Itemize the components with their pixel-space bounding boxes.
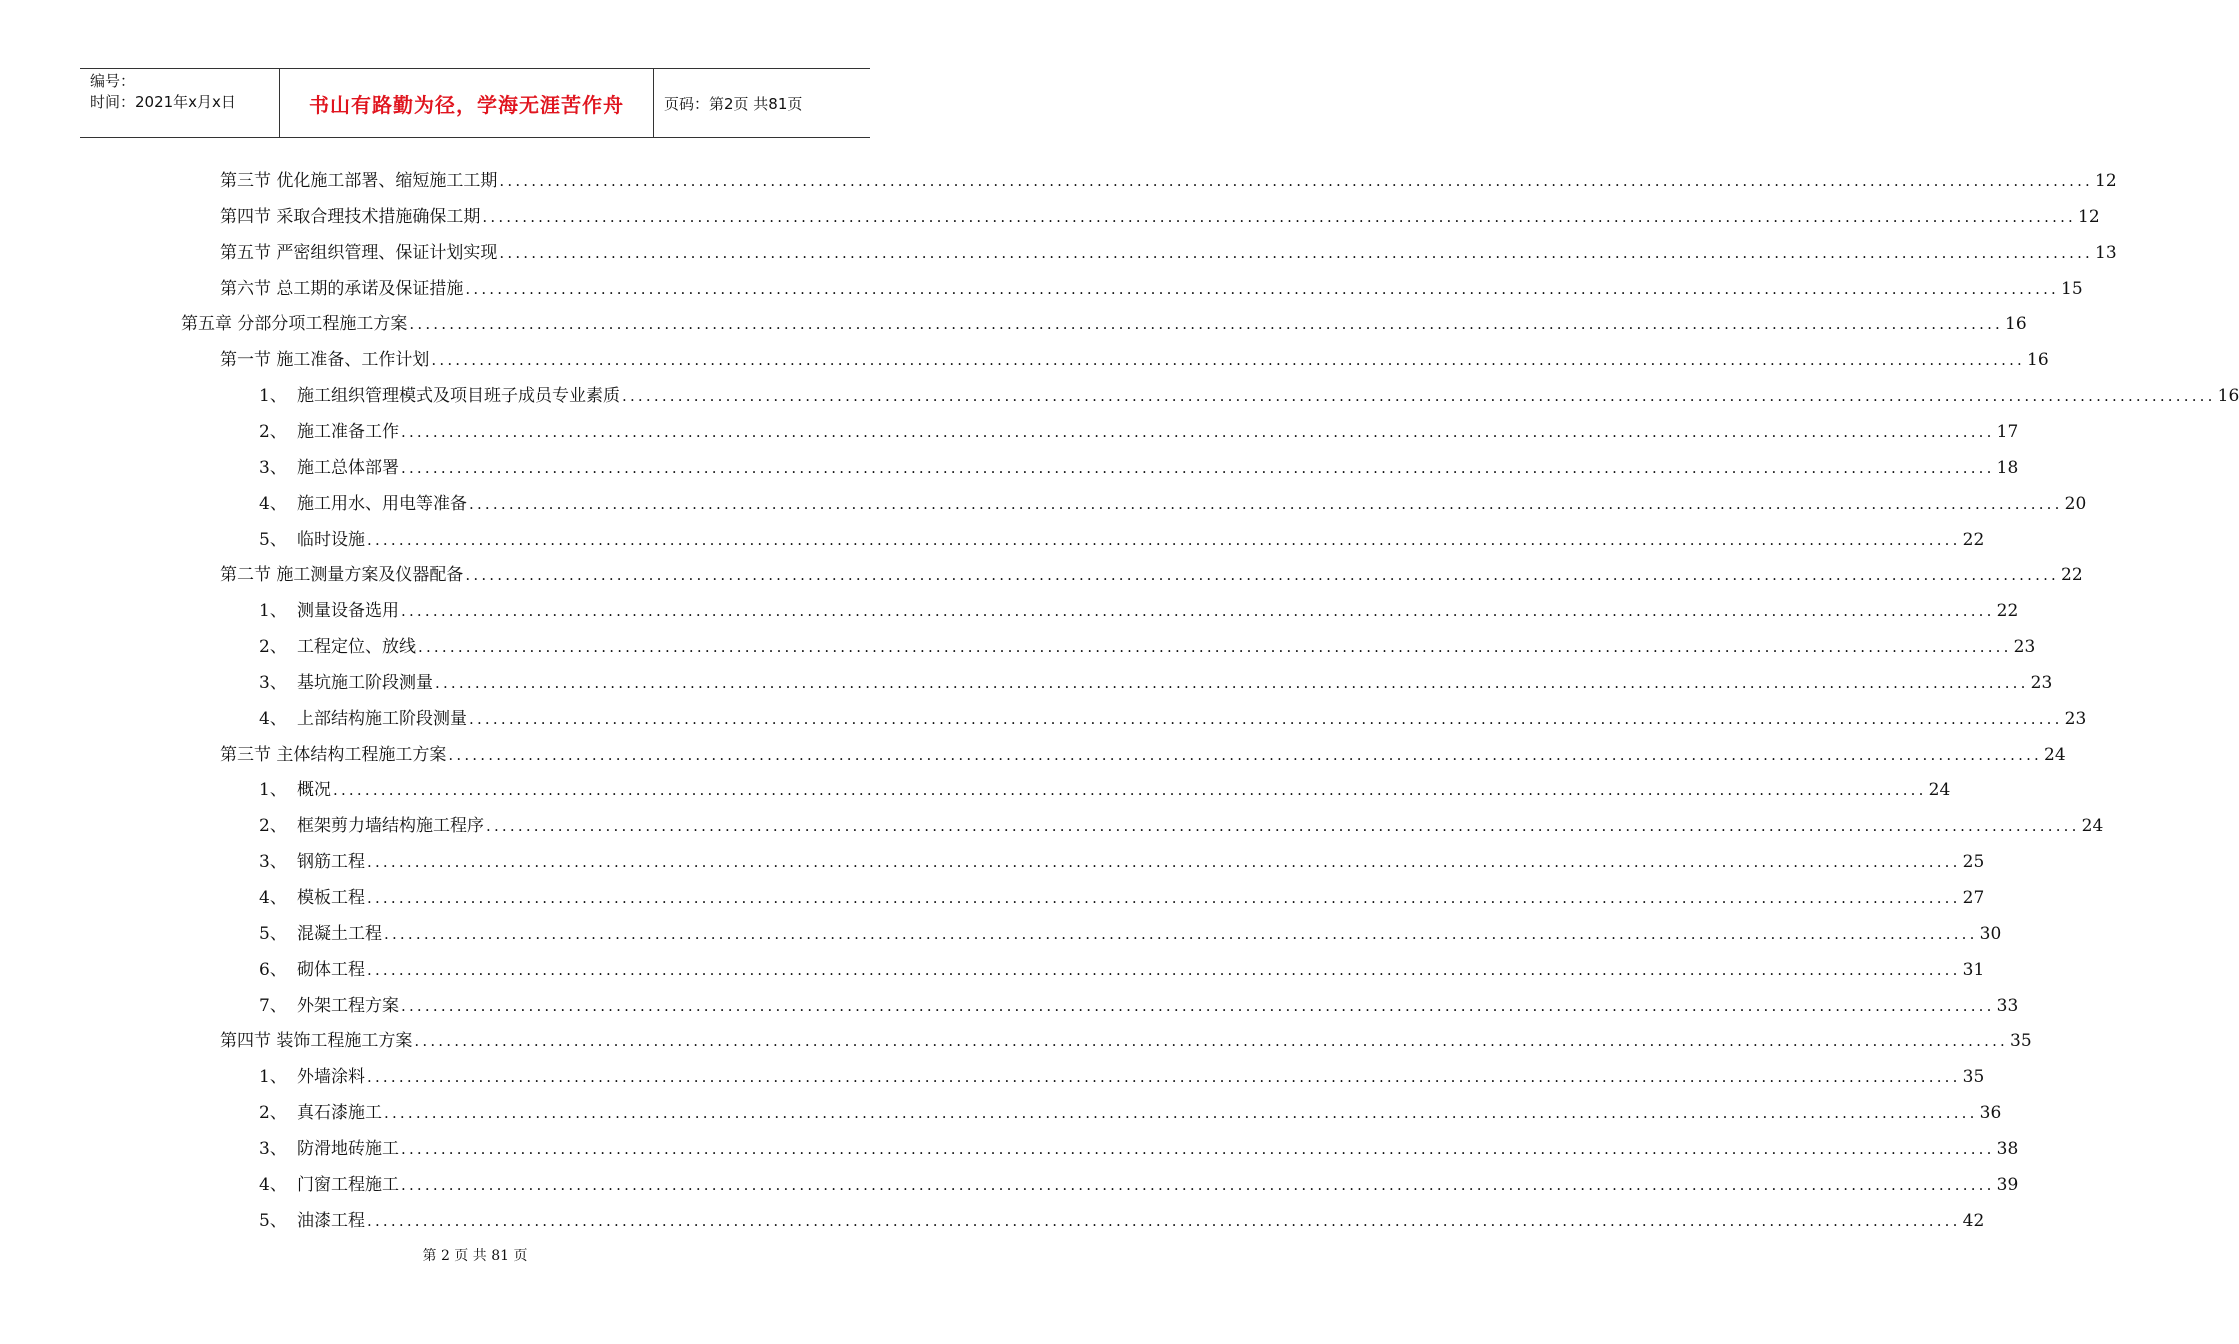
document-header (80, 68, 870, 138)
toc-leader-dots: ........................................................................................................................................................................................................ (401, 602, 1995, 621)
date-label: 时间：2021年x月x日 (90, 93, 236, 111)
toc-entry[interactable] (181, 309, 2027, 339)
toc-entry-number: 2、 (259, 421, 287, 442)
toc-entry-text: 上部结构施工阶段测量 (297, 708, 467, 729)
toc-entry-title (220, 166, 497, 196)
toc-page-number: 13 (2095, 242, 2117, 263)
toc-entry-title (259, 1062, 365, 1092)
toc-page-number: 17 (1996, 421, 2019, 442)
header-motto: 书山有路勤为径，学海无涯苦作舟 (280, 69, 654, 137)
toc-leader-dots: ........................................................................................................................................................................................................ (367, 889, 1961, 907)
toc-entry[interactable] (220, 202, 2100, 232)
toc-page-number: 33 (1996, 995, 2019, 1016)
toc-leader-dots: ........................................................................................................................................................................................................ (401, 422, 1995, 441)
toc-entry-number: 2、 (259, 637, 287, 658)
toc-entry-text: 概况 (297, 780, 331, 801)
toc-entry[interactable] (259, 668, 2053, 698)
toc-entry-title (181, 309, 407, 339)
toc-entry-text: 第三节 主体结构工程施工方案 (220, 744, 447, 765)
toc-leader-dots: ........................................................................................................................................................................................................ (469, 494, 2063, 513)
toc-entry-number: 4、 (259, 1174, 287, 1195)
toc-page-number: 39 (1996, 1174, 2019, 1195)
toc-leader-dots: ........................................................................................................................................................................................................ (418, 638, 2012, 657)
toc-entry-text: 油漆工程 (297, 1210, 365, 1231)
toc-leader-dots: ........................................................................................................................................................................................................ (431, 351, 2026, 370)
toc-entry-title (259, 596, 399, 626)
toc-entry-title (259, 883, 365, 913)
toc-entry-title (259, 847, 365, 877)
toc-entry-text: 钢筋工程 (297, 852, 365, 873)
toc-entry[interactable] (220, 274, 2083, 304)
toc-entry-text: 第一节 施工准备、工作计划 (220, 350, 430, 371)
toc-entry[interactable] (259, 1206, 1985, 1236)
toc-entry-number: 3、 (259, 1138, 287, 1159)
toc-page-number: 38 (1996, 1138, 2019, 1159)
toc-page-number: 22 (2061, 565, 2083, 586)
toc-entry-title (220, 740, 446, 770)
toc-entry-number: 5、 (259, 529, 287, 550)
toc-entry-text: 门窗工程施工 (297, 1174, 399, 1195)
toc-entry-text: 模板工程 (297, 888, 365, 908)
toc-leader-dots: ........................................................................................................................................................................................................ (499, 172, 2094, 190)
toc-page-number: 15 (2061, 278, 2083, 299)
toc-entry-title (259, 453, 399, 483)
toc-entry-title (259, 668, 433, 698)
toc-entry[interactable] (259, 453, 2019, 483)
code-label: 编号： (90, 72, 136, 90)
toc-leader-dots: ........................................................................................................................................................................................................ (401, 458, 1995, 477)
toc-entry-title (259, 955, 365, 985)
toc-leader-dots: ........................................................................................................................................................................................................ (409, 315, 2004, 334)
toc-entry-title (259, 632, 416, 662)
toc-entry[interactable] (259, 1134, 2019, 1164)
toc-entry[interactable] (220, 166, 2117, 196)
toc-entry[interactable] (259, 991, 2019, 1021)
toc-entry-number: 4、 (259, 493, 287, 514)
toc-entry[interactable] (259, 525, 1985, 555)
header-meta (80, 69, 280, 137)
toc-page-number: 24 (1928, 780, 1951, 801)
toc-entry-text: 外墙涂料 (297, 1067, 365, 1088)
toc-entry-title (259, 704, 467, 734)
toc-entry-text: 真石漆施工 (297, 1103, 382, 1124)
toc-page-number: 24 (2044, 744, 2066, 765)
toc-entry[interactable] (220, 560, 2083, 590)
toc-entry-title (259, 525, 365, 555)
toc-entry-text: 外架工程方案 (297, 995, 399, 1016)
toc-entry-text: 第四节 采取合理技术措施确保工期 (220, 206, 481, 227)
toc-entry-title (259, 1098, 382, 1128)
toc-entry[interactable] (220, 238, 2117, 268)
toc-entry[interactable] (259, 704, 2087, 734)
toc-entry[interactable] (259, 847, 1985, 877)
toc-page-number: 12 (2095, 171, 2117, 191)
toc-entry-text: 基坑施工阶段测量 (297, 672, 433, 693)
toc-entry-number: 6、 (259, 959, 287, 980)
toc-entry-text: 施工总体部署 (297, 457, 399, 478)
toc-entry[interactable] (259, 1170, 2019, 1200)
toc-page-number: 25 (1962, 852, 1985, 873)
toc-entry-number: 2、 (259, 1103, 287, 1124)
toc-page-number: 23 (2013, 637, 2036, 658)
toc-page-number: 23 (2030, 672, 2053, 693)
toc-leader-dots: ........................................................................................................................................................................................................ (448, 745, 2043, 764)
toc-entry-number: 1、 (259, 601, 287, 622)
toc-entry-text: 防滑地砖施工 (297, 1138, 399, 1159)
toc-page-number: 42 (1962, 1210, 1985, 1231)
toc-entry[interactable] (259, 417, 2019, 447)
toc-page-number: 12 (2078, 206, 2100, 227)
toc-entry[interactable] (259, 955, 1985, 985)
toc-leader-dots: ........................................................................................................................................................................................................ (367, 960, 1961, 979)
toc-entry-text: 框架剪力墙结构施工程序 (297, 816, 484, 837)
toc-leader-dots: ........................................................................................................................................................................................................ (469, 709, 2063, 728)
toc-leader-dots: ........................................................................................................................................................................................................ (367, 1211, 1961, 1230)
toc-page-number: 22 (1962, 529, 1985, 550)
toc-entry[interactable] (220, 740, 2066, 770)
toc-entry-number: 4、 (259, 708, 287, 729)
page-footer: 第 2 页 共 81 页 (422, 1248, 528, 1264)
toc-leader-dots: ........................................................................................................................................................................................................ (465, 566, 2060, 585)
toc-entry[interactable] (259, 811, 2104, 841)
toc-page-number: 35 (2010, 1031, 2032, 1052)
toc-entry-title (220, 202, 480, 232)
toc-entry-title (259, 811, 484, 841)
toc-entry-title (220, 274, 463, 304)
toc-entry-text: 第五节 严密组织管理、保证计划实现 (220, 242, 498, 263)
toc-leader-dots: ........................................................................................................................................................................................................ (384, 1104, 1978, 1123)
toc-leader-dots: ........................................................................................................................................................................................................ (465, 279, 2060, 298)
toc-entry-title (220, 560, 463, 590)
toc-entry-text: 临时设施 (297, 529, 365, 550)
toc-entry-text: 施工用水、用电等准备 (297, 493, 467, 514)
toc-entry-title (259, 489, 467, 519)
toc-entry-text: 第六节 总工期的承诺及保证措施 (220, 278, 464, 299)
toc-entry[interactable] (259, 775, 1951, 805)
toc-entry-title (259, 417, 399, 447)
toc-leader-dots: ........................................................................................................................................................................................................ (401, 1139, 1995, 1158)
toc-leader-dots: ........................................................................................................................................................................................................ (482, 207, 2077, 226)
toc-entry-title (259, 1206, 365, 1236)
toc-entry-text: 第三节 优化施工部署、缩短施工工期 (220, 171, 498, 191)
toc-page-number: 18 (1996, 457, 2019, 478)
toc-entry[interactable] (259, 1062, 1985, 1092)
toc-page-number: 35 (1962, 1067, 1985, 1088)
toc-page-number: 16 (2005, 314, 2027, 335)
toc-page-number: 23 (2064, 708, 2087, 729)
toc-leader-dots: ........................................................................................................................................................................................................ (435, 673, 2029, 692)
toc-leader-dots: ........................................................................................................................................................................................................ (414, 1032, 2009, 1051)
toc-page-number: 30 (1979, 923, 2002, 944)
toc-leader-dots: ........................................................................................................................................................................................................ (367, 1068, 1961, 1087)
toc-page-number: 27 (1962, 888, 1985, 908)
toc-entry-title (259, 381, 620, 411)
toc-leader-dots: ........................................................................................................................................................................................................ (333, 781, 1927, 800)
toc-entry[interactable] (220, 345, 2049, 375)
toc-entry-text: 混凝土工程 (297, 923, 382, 944)
toc-entry-text: 第五章 分部分项工程施工方案 (181, 314, 408, 335)
toc-leader-dots: ........................................................................................................................................................................................................ (367, 530, 1961, 549)
toc-entry[interactable] (259, 381, 2239, 411)
toc-entry-text: 测量设备选用 (297, 601, 399, 622)
toc-entry-number: 1、 (259, 1067, 287, 1088)
toc-entry[interactable] (259, 919, 2002, 949)
toc-entry[interactable] (259, 489, 2087, 519)
toc-entry-number: 3、 (259, 852, 287, 873)
toc-page-number: 16 (2217, 386, 2239, 407)
toc-entry-number: 3、 (259, 672, 287, 693)
toc-entry-number: 5、 (259, 923, 287, 944)
toc-entry-title (259, 919, 382, 949)
toc-entry[interactable] (220, 1026, 2032, 1056)
toc-entry-number: 1、 (259, 386, 287, 407)
toc-entry-number: 2、 (259, 816, 287, 837)
toc-entry-number: 1、 (259, 780, 287, 801)
toc-leader-dots: ........................................................................................................................................................................................................ (499, 243, 2094, 262)
toc-entry-title (259, 1170, 399, 1200)
toc-page-number: 22 (1996, 601, 2019, 622)
toc-entry-number: 4、 (259, 888, 287, 908)
toc-page-number: 36 (1979, 1103, 2002, 1124)
toc-entry-title (220, 1026, 412, 1056)
toc-leader-dots: ........................................................................................................................................................................................................ (384, 924, 1978, 943)
toc-entry-title (259, 1134, 399, 1164)
toc-page-number: 16 (2027, 350, 2049, 371)
toc-leader-dots: ........................................................................................................................................................................................................ (367, 853, 1961, 872)
header-page-info: 页码：第2页 共81页 (664, 94, 803, 113)
toc-leader-dots: ........................................................................................................................................................................................................ (401, 1175, 1995, 1194)
toc-entry-text: 第四节 装饰工程施工方案 (220, 1031, 413, 1052)
toc-entry[interactable] (259, 1098, 2002, 1128)
toc-page-number: 20 (2064, 493, 2087, 514)
toc-entry[interactable] (259, 883, 1985, 913)
toc-page-number: 31 (1962, 959, 1985, 980)
toc-page-number: 24 (2081, 816, 2104, 837)
toc-leader-dots: ........................................................................................................................................................................................................ (622, 387, 2216, 406)
toc-entry[interactable] (259, 632, 2036, 662)
toc-entry-title (259, 991, 399, 1021)
toc-leader-dots: ........................................................................................................................................................................................................ (486, 817, 2080, 836)
toc-leader-dots: ........................................................................................................................................................................................................ (401, 996, 1995, 1015)
toc-entry-title (220, 345, 429, 375)
toc-entry-number: 5、 (259, 1210, 287, 1231)
toc-entry-number: 7、 (259, 995, 287, 1016)
toc-entry[interactable] (259, 596, 2019, 626)
toc-entry-title (220, 238, 497, 268)
toc-entry-title (259, 775, 331, 805)
toc-entry-text: 工程定位、放线 (297, 637, 416, 658)
toc-entry-number: 3、 (259, 457, 287, 478)
toc-entry-text: 第二节 施工测量方案及仪器配备 (220, 565, 464, 586)
toc-entry-text: 施工组织管理模式及项目班子成员专业素质 (297, 386, 620, 407)
toc-entry-text: 砌体工程 (297, 959, 365, 980)
toc-entry-text: 施工准备工作 (297, 421, 399, 442)
